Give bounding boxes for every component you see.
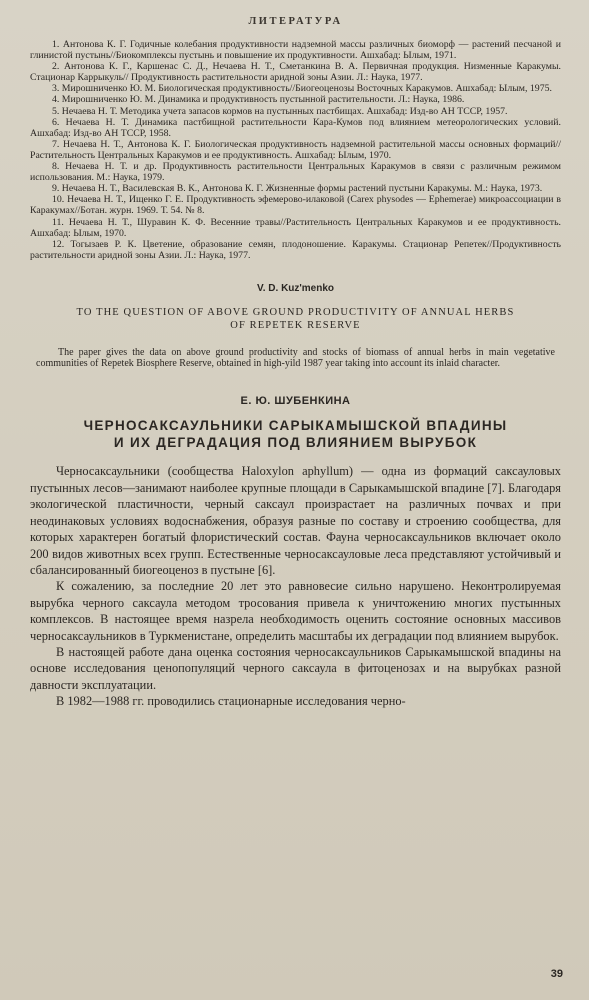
literature-heading: ЛИТЕРАТУРА — [248, 16, 343, 27]
english-summary — [30, 283, 561, 370]
article-title-line: И ИХ ДЕГРАДАЦИЯ ПОД ВЛИЯНИЕМ ВЫРУБОК — [113, 435, 478, 451]
reference-item: 1. Антонова К. Г. Годичные колебания продуктивности надземной массы различных биоморф — растений песчаной и глинистой пустынь//Биокомплексы пустынь и повышение их продуктивности. Ашхабад: Ылым, 1971. — [30, 39, 561, 62]
page-number: 39 — [550, 968, 563, 980]
reference-item: 10. Нечаева Н. Т., Ищенко Г. Е. Продуктивность эфемерово-илаковой (Carex physodes — Ephemerae) микроассоциации в Каракумах//Ботан. журн. 1969. Т. 54. № 8. — [30, 194, 561, 217]
reference-item: 4. Мирошниченко Ю. М. Динамика и продуктивность пустынной растительности. Л.: Наука, 1986. — [52, 94, 465, 106]
reference-item: 6. Нечаева Н. Т. Динамика пастбищной растительности Кара-Кумов под влиянием метеорологических условий. Ашхабад: Изд-во АН ТССР, 1958. — [30, 116, 561, 139]
reference-item: 5. Нечаева Н. Т. Методика учета запасов кормов на пустынных пастбищах. Ашхабад: Изд-во АН ТССР, 1957. — [52, 105, 508, 117]
reference-item: 9. Нечаева Н. Т., Василевская В. К., Антонова К. Г. Жизненные формы растений пустыни Каракумы. М.: Наука, 1973. — [52, 183, 543, 195]
reference-item: 2. Антонова К. Г., Каршенас С. Д., Нечаева Н. Т., Сметанкина В. А. Первичная продукция. Низменные Каракумы. Стационар Каррыкуль// Продуктивность растительности аридной зоны Азии. Л.: Наука, 1977. — [30, 61, 561, 84]
body-paragraph: В настоящей работе дана оценка состояния черносаксаульников Сарыкамышской впадины на основе исследования ценопопуляций черного саксаула в фитоценозах и на вырубках разной давности эксплуатации. — [30, 644, 561, 692]
article-body — [30, 463, 561, 709]
article-title — [30, 417, 561, 451]
article-author: Е. Ю. ШУБЕНКИНА — [240, 395, 351, 408]
body-paragraph: В 1982—1988 гг. проводились стационарные исследования черно- — [56, 694, 406, 709]
english-title-line: TO THE QUESTION OF ABOVE GROUND PRODUCTIVITY OF ANNUAL HERBS — [76, 306, 515, 318]
reference-item: 11. Нечаева Н. Т., Шуравин К. Ф. Весенние травы//Растительность Центральных Каракумов и ее продуктивность. Ашхабад: Ылым, 1970. — [30, 216, 561, 239]
body-paragraph: Черносаксаульники (сообщества Haloxylon aphyllum) — одна из формаций саксауловых пустынных лесов—занимают наиболее крупные площади в Сарыкамышской впадине [7]. Благодаря экологической пластичности, черный саксаул произрастает на различных почвах и при неодинаковых условиях водоснабжения, образуя разные по составу и строению сообщества, для которых характерен богатый флористический состав. Фауна черносаксаульников включает около 200 видов животных всех групп. Естественные черносаксауловые леса представляют устойчивый и сбалансированный биогеоценоз в пустыне [6]. — [30, 464, 561, 577]
reference-item: 3. Мирошниченко Ю. М. Биологическая продуктивность//Биогеоценозы Восточных Каракумов. Ашхабад: Ылым, 1975. — [52, 83, 552, 95]
english-abstract: The paper gives the data on above ground productivity and stocks of biomass of annual herbs in main vegetative communities of Repetek Biosphere Reserve, obtained in high-yild 1987 year taking into account its inlaid character. — [36, 346, 555, 370]
reference-item: 8. Нечаева Н. Т. и др. Продуктивность растительности Центральных Каракумов в связи с различным режимом использования. М.: Наука, 1979. — [30, 161, 561, 184]
reference-item: 7. Нечаева Н. Т., Антонова К. Г. Биологическая продуктивность надземной растительной массы основных формаций//Растительность Центральных Каракумов и ее продуктивность. Ашхабад: Ылым, 1970. — [30, 138, 561, 161]
english-author: V. D. Kuz'menko — [256, 282, 335, 294]
reference-item: 12. Тогызаев Р. К. Цветение, образование семян, плодоношение. Каракумы. Стационар Репетек//Продуктивность растительности аридной зоны Азии. Л.: Наука, 1977. — [30, 238, 561, 261]
body-paragraph: К сожалению, за последние 20 лет это равновесие сильно нарушено. Неконтролируемая вырубка черного саксаула методом тросования привела к уничтожению многих пустынных комплексов. В настоящее время назрела необходимость оценить состояние основных массивов черносаксаульников в Туркменистане, определить масштабы их деградации под влиянием вырубок. — [30, 579, 561, 643]
english-title-line: OF REPETEK RESERVE — [230, 319, 361, 331]
english-title — [30, 306, 561, 332]
article-title-line: ЧЕРНОСАКСАУЛЬНИКИ САРЫКАМЫШСКОЙ ВПАДИНЫ — [83, 418, 508, 434]
reference-list — [30, 39, 561, 261]
